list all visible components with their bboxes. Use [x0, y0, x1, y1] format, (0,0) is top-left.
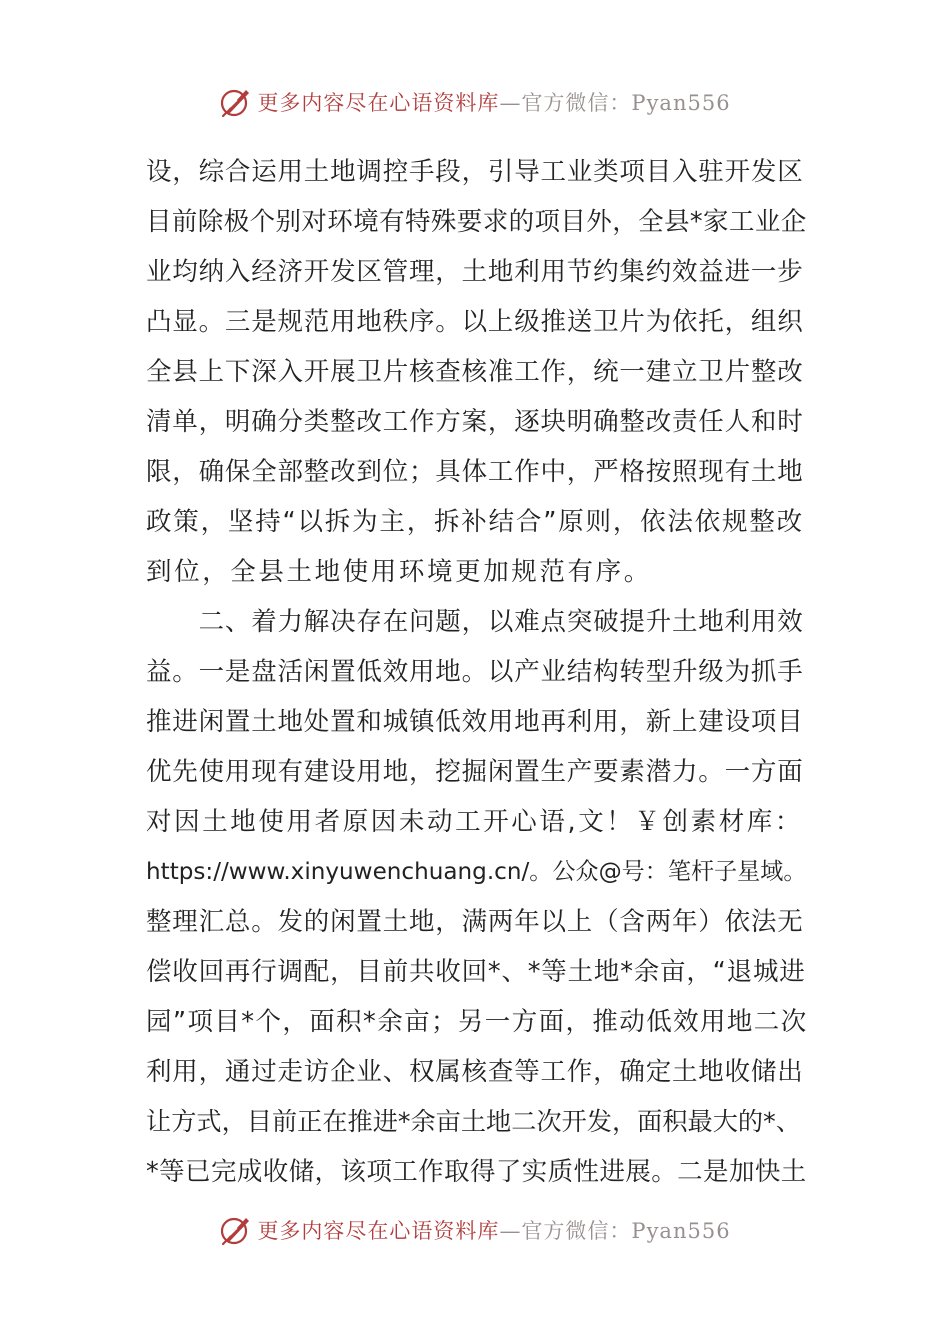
text-line: 到位，全县土地使用环境更加规范有序。: [146, 557, 652, 587]
text-line: 偿收回再行调配，目前共收回*、*等土地*余亩，“退城进: [146, 957, 806, 987]
text-line: 清单，明确分类整改工作方案，逐块明确整改责任人和时: [146, 407, 804, 437]
text-line: 整理汇总。发的闲置土地，满两年以上（含两年）依法无: [146, 907, 804, 937]
banner-site-name: 更多内容尽在心语资料库: [257, 1219, 500, 1243]
quill-pen-logo-icon: [219, 85, 253, 119]
banner-text: [257, 1215, 730, 1245]
text-line: 限，确保全部整改到位；具体工作中，严格按照现有土地: [146, 457, 804, 487]
text-line: 让方式，目前正在推进*余亩土地二次开发，面积最大的*、: [146, 1107, 801, 1136]
banner-wechat-info: —官方微信：Pyan556: [499, 91, 731, 115]
text-line: 推进闲置土地处置和城镇低效用地再利用，新上建设项目: [146, 707, 804, 737]
text-line: *等已完成收储，该项工作取得了实质性进展。二是加快土: [146, 1157, 807, 1187]
text-line: 政策，坚持“以拆为主，拆补结合”原则，依法依规整改: [146, 507, 804, 537]
banner-site-name: 更多内容尽在心语资料库: [257, 91, 500, 115]
header-banner: [0, 82, 950, 122]
quill-pen-logo-icon: [219, 1213, 253, 1247]
footer-banner: [0, 1210, 950, 1250]
banner-wechat-info: —官方微信：Pyan556: [499, 1219, 731, 1243]
text-line: 全县上下深入开展卫片核查核准工作，统一建立卫片整改: [146, 357, 804, 387]
text-line: 园”项目*个，面积*余亩；另一方面，推动低效用地二次: [146, 1007, 808, 1037]
banner-text: [257, 87, 730, 117]
text-line: 设，综合运用土地调控手段，引导工业类项目入驻开发区: [146, 157, 804, 187]
document-body: [146, 147, 806, 1197]
url-text-line: https://www.xinyuwenchuang.cn/。公众@号：笔杆子星域。: [146, 859, 807, 885]
text-line: 益。一是盘活闲置低效用地。以产业结构转型升级为抓手: [146, 657, 804, 687]
text-line: 利用，通过走访企业、权属核查等工作，确定土地收储出: [146, 1057, 804, 1087]
text-line: 对因土地使用者原因未动工开心语,文！￥创素材库：: [146, 807, 804, 837]
text-line: 业均纳入经济开发区管理，土地利用节约集约效益进一步: [146, 257, 804, 287]
paragraph-heading-line: 二、着力解决存在问题，以难点突破提升土地利用效: [146, 607, 804, 637]
text-line: 优先使用现有建设用地，挖掘闲置生产要素潜力。一方面: [146, 757, 804, 787]
text-line: 目前除极个别对环境有特殊要求的项目外，全县*家工业企: [146, 207, 807, 237]
text-line: 凸显。三是规范用地秩序。以上级推送卫片为依托，组织: [146, 307, 804, 337]
